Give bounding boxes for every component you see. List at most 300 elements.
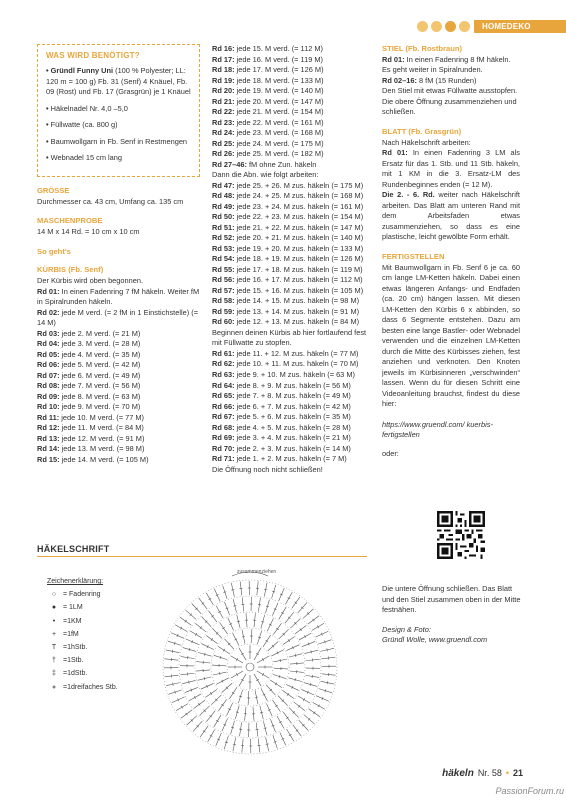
section-dots: [417, 21, 470, 32]
diagram-stitch: [233, 744, 236, 745]
material-text: Füllwatte (ca. 800 g): [50, 120, 118, 130]
row-label: Rd 61:: [212, 348, 235, 358]
round-row: [37, 455, 200, 466]
stem-rd02: [382, 76, 520, 87]
legend-symbol: +: [51, 630, 57, 638]
materials-item: [46, 104, 193, 115]
column-middle: [212, 44, 372, 475]
row-text: jede 24. M verd. (= 175 M): [234, 138, 324, 148]
diagram-stitch: [188, 681, 189, 684]
diagram-stitch: [310, 683, 311, 686]
round-row: [212, 86, 372, 97]
page-number: 21: [512, 768, 523, 778]
diagram-stitch: [231, 590, 234, 591]
round-row: [212, 307, 372, 318]
section-dot: [459, 21, 470, 32]
row-text: jede 3. M verd. (= 28 M): [59, 339, 141, 349]
row-text: jede 23. + 24. M zus. häkeln (= 161 M): [234, 201, 364, 211]
round-row: [212, 444, 372, 455]
chart-legend: [47, 575, 137, 694]
diagram-stitch: [280, 659, 281, 662]
row-label: Rd 21:: [212, 96, 235, 106]
round-row: [212, 76, 372, 87]
row-text: jede 11. + 12. M zus. häkeln (= 77 M): [234, 348, 359, 358]
row-label: Rd 18:: [212, 65, 235, 75]
row-label: Rd 50:: [212, 212, 235, 222]
row-text: jede 22. M verd. (= 161 M): [234, 117, 324, 127]
round-row: [212, 223, 372, 234]
row-label: Rd 08:: [37, 381, 60, 391]
legend-symbol: ○: [51, 591, 57, 599]
legend-text: = 1LM: [63, 604, 83, 612]
material-text: Webnadel 15 cm lang: [50, 153, 123, 163]
credit-text: Gründl Wolle, www.gruendl.com: [382, 635, 488, 645]
diagram-stitch: [232, 692, 235, 694]
legend-item: [47, 588, 137, 601]
pumpkin-rows: [37, 329, 200, 466]
legend-text: =1KM: [63, 617, 82, 625]
diagram-stitch: [210, 692, 212, 694]
diagram-stitch: [219, 672, 220, 675]
magic-ring: [246, 663, 254, 671]
row-text: jede M verd. (= 2 fM in 1 Einstichstelle) (= 14 M): [37, 307, 199, 328]
pumpkin-rd02: [37, 308, 200, 329]
round-row: [212, 402, 372, 413]
materials-item: [46, 153, 193, 164]
row-text: jede 10. M verd. (= 77 M): [59, 412, 145, 422]
diagram-stitch: [189, 648, 190, 651]
row-text: jede 23. M verd. (= 168 M): [234, 128, 324, 138]
legend-item: [47, 628, 137, 641]
row-text: jede 20. M verd. (= 147 M): [234, 96, 324, 106]
size-text: Durchmesser ca. 43 cm, Umfang ca. 135 cm: [37, 196, 184, 206]
column-right: [382, 44, 520, 459]
legend-text: = Fadenring: [63, 591, 101, 599]
round-row: [212, 381, 372, 392]
materials-title: WAS WIRD BENÖTIGT?: [46, 51, 140, 60]
row-label: Rd 11:: [37, 412, 60, 422]
round-row: [212, 296, 372, 307]
or-text: oder:: [382, 448, 399, 458]
round-row: [212, 275, 372, 286]
legend-symbol: ⧧: [52, 683, 56, 691]
stem-text: Den Stiel mit etwas Füllwatte ausstopfen. Die obere Öffnung zusammenziehen und schließen.: [382, 86, 518, 117]
row-text: jede 25. M verd. (= 182 M): [234, 149, 324, 159]
round-row: [212, 149, 372, 160]
row-label: Rd 58:: [212, 296, 235, 306]
round-row: [212, 370, 372, 381]
round-row: [212, 412, 372, 423]
pumpkin-title: KÜRBIS (Fb. Senf): [37, 265, 104, 275]
diagram-stitch: [211, 615, 213, 617]
round-row: [212, 160, 372, 171]
row-label: Rd 06:: [37, 360, 60, 370]
row-label: Rd 04:: [37, 339, 60, 349]
row-text: jede 13. M verd. (= 98 M): [59, 444, 145, 454]
diagram-stitch: [237, 621, 240, 622]
row-text: jede 12. M verd. (= 91 M): [59, 433, 145, 443]
row-text: jede 5. M verd. (= 42 M): [59, 360, 141, 370]
round-row: [212, 118, 372, 129]
leaf-rd02: [382, 190, 520, 243]
diagram-stitch: [204, 677, 205, 680]
bullet-icon: •: [46, 136, 51, 146]
row-label: Rd 26:: [212, 149, 235, 159]
row-label: Rd 47:: [212, 180, 235, 190]
row-label: Rd 03:: [37, 328, 60, 338]
row-text: jede 14. M verd. (= 105 M): [59, 454, 149, 464]
chart-divider: [37, 556, 367, 557]
round-row: [212, 233, 372, 244]
row-text: jede 9. M verd. (= 70 M): [59, 402, 141, 412]
row-label: Rd 22:: [212, 107, 235, 117]
section-label: HOMEDEKO: [474, 20, 566, 33]
row-text: jede 9. + 10. M zus. häkeln (= 63 M): [234, 369, 355, 379]
row-label: Rd 62:: [212, 359, 235, 369]
rows-increase: [212, 44, 372, 170]
legend-items: [47, 588, 137, 694]
row-label: Rd 01:: [382, 54, 405, 64]
legend-symbol: ‡: [52, 670, 56, 678]
watermark: PassionForum.ru: [495, 786, 564, 797]
row-label: Rd 57:: [212, 285, 235, 295]
round-row: [212, 423, 372, 434]
legend-text: =1fM: [63, 630, 79, 638]
row-label: Rd 71:: [212, 454, 235, 464]
row-label: Rd 51:: [212, 222, 235, 232]
round-row: [37, 413, 200, 424]
material-name: Gründl Funny Uni: [50, 66, 114, 76]
materials-list: [46, 66, 193, 164]
diagram-stitch: [264, 589, 267, 590]
diagram-stitch: [288, 639, 290, 641]
diagram-stitch: [202, 603, 204, 605]
row-text: jede 4. + 5. M zus. häkeln (= 28 M): [234, 422, 351, 432]
diagram-stitch: [233, 605, 236, 606]
row-text: jede 19. + 20. M zus. häkeln (= 133 M): [234, 243, 364, 253]
row-text: 8 fM (15 Runden): [416, 75, 477, 85]
page-number-block: [442, 767, 523, 781]
row-label: Rd 52:: [212, 233, 235, 243]
row-text: jede 21. + 22. M zus. häkeln (= 147 M): [234, 222, 364, 232]
row-text: weiter nach Häkelschrift arbeiten. Das Blatt am unteren Rand mit dem Arbeitsfaden etwas zusammenziehen, so dass es eine plastische, leicht gewölbte Form erhält.: [382, 190, 520, 242]
diagram-stitch: [203, 730, 205, 732]
row-text: jede 8. + 9. M zus. häkeln (= 56 M): [234, 380, 351, 390]
row-text: jede 15. + 16. M zus. häkeln (= 105 M): [234, 285, 364, 295]
round-row: [212, 286, 372, 297]
row-text: jede 8. M verd. (= 63 M): [59, 391, 141, 401]
round-row: [212, 433, 372, 444]
rows-decrease: [212, 181, 372, 328]
row-text: jede 4. M verd. (= 35 M): [59, 349, 141, 359]
legend-item: [47, 615, 137, 628]
row-label: Rd 02:: [37, 307, 60, 317]
row-label: Rd 01:: [382, 148, 408, 158]
row-text: jede 22. + 23. M zus. häkeln (= 154 M): [234, 212, 364, 222]
diagram-stitch: [198, 703, 200, 705]
materials-item: [46, 120, 193, 131]
diagram-stitch: [295, 678, 296, 681]
leaf-intro: Nach Häkelschrift arbeiten:: [382, 137, 471, 147]
diagram-stitch: [276, 628, 278, 630]
row-text: jede 17. M verd. (= 126 M): [234, 65, 324, 75]
row-label: Rd 67:: [212, 412, 235, 422]
round-row: [212, 139, 372, 150]
footer-note: [382, 584, 522, 646]
round-row: [212, 181, 372, 192]
column-left: [37, 44, 200, 465]
row-label: Rd 10:: [37, 402, 60, 412]
row-text: jede 11. M verd. (= 84 M): [59, 423, 144, 433]
round-row: [212, 317, 372, 328]
end-text: Die Öffnung noch nicht schließen!: [212, 464, 323, 474]
diagram-stitch: [275, 705, 277, 707]
round-row: [212, 55, 372, 66]
bullet-icon: •: [46, 120, 51, 130]
round-row: [212, 254, 372, 265]
row-text: jede 1. + 2. M zus. häkeln (= 7 M): [234, 454, 347, 464]
legend-text: =1dStb.: [63, 670, 88, 678]
diagram-stitch: [295, 602, 297, 604]
row-label: Rd 65:: [212, 391, 235, 401]
row-label: Rd 12:: [37, 423, 60, 433]
diagram-stitch: [266, 640, 269, 642]
legend-item: [47, 681, 137, 694]
row-label: Rd 16:: [212, 44, 235, 53]
row-text: jede 7. + 8. M zus. häkeln (= 49 M): [234, 391, 351, 401]
legend-text: =1Stb.: [63, 657, 84, 665]
round-row: [212, 212, 372, 223]
row-text: jede 6. + 7. M zus. häkeln (= 42 M): [234, 401, 351, 411]
round-row: [212, 391, 372, 402]
round-row: [212, 349, 372, 360]
row-text: jede 19. M verd. (= 140 M): [234, 86, 324, 96]
row-text: jede 21. M verd. (= 154 M): [234, 107, 324, 117]
pumpkin-rd01: [37, 287, 200, 308]
row-label: Rd 60:: [212, 317, 235, 327]
diagram-stitch: [221, 704, 223, 706]
legend-item: [47, 641, 137, 654]
row-text: jede 2. M verd. (= 21 M): [59, 328, 141, 338]
round-outline: [211, 628, 289, 706]
round-row: [37, 434, 200, 445]
row-label: Rd 23:: [212, 117, 235, 127]
row-label: Rd 05:: [37, 349, 60, 359]
row-label: Rd 24:: [212, 128, 235, 138]
row-text: jede 10. + 11. M zus. häkeln (= 70 M): [234, 359, 359, 369]
bullet-icon: •: [46, 153, 51, 163]
legend-item: [47, 601, 137, 614]
row-text: jede 20. + 21. M zus. häkeln (= 140 M): [234, 233, 364, 243]
diagram-stitch: [311, 650, 312, 653]
section-dot: [445, 21, 456, 32]
legend-title: Zeichenerklärung:: [47, 578, 104, 585]
row-label: Rd 70:: [212, 443, 235, 453]
row-label: Rd 59:: [212, 306, 235, 316]
diagram-stitch: [313, 712, 315, 714]
stem-rd01: [382, 55, 520, 76]
row-label: Rd 01:: [37, 286, 60, 296]
diagram-stitch: [172, 650, 173, 653]
row-label: Rd 14:: [37, 444, 60, 454]
size-title: GRÖSSE: [37, 185, 70, 195]
round-row: [37, 402, 200, 413]
bullet-icon: •: [46, 66, 51, 76]
row-label: Rd 56:: [212, 275, 235, 285]
round-row: [212, 359, 372, 370]
row-label: Rd 63:: [212, 369, 235, 379]
round-row: [37, 350, 200, 361]
magazine-brand: häkeln: [442, 768, 474, 779]
diagram-stitch: [327, 648, 328, 651]
row-text: In einen Fadenring 3 LM als Ersatz für das 1. Stb. und 11 Stb. häkeln, mit 1 KM in die 3. Ersatz-LM des Rundenbeginnes enden (= 12 M).: [382, 148, 521, 189]
fill-text: Beginnen deinen Kürbis ab hier fortlaufend fest mit Füllwatte zu stopfen.: [212, 327, 367, 348]
diagram-stitch: [261, 621, 264, 622]
round-row: [212, 244, 372, 255]
video-link[interactable]: https://www.gruendl.com/ kuerbis-fertigstellen: [382, 419, 493, 440]
pumpkin-intro: Der Kürbis wird oben begonnen.: [37, 276, 143, 286]
row-label: Rd 13:: [37, 433, 60, 443]
diagram-stitch: [275, 683, 277, 686]
round-row: [37, 371, 200, 382]
diagram-stitch: [313, 619, 315, 621]
section-header: [417, 20, 566, 33]
leaf-crochet-diagram: [140, 562, 370, 762]
row-text: jede 13. + 14. M zus. häkeln (= 91 M): [234, 306, 360, 316]
diagram-stitch: [186, 713, 188, 715]
round-row: [212, 265, 372, 276]
diagram-stitch: [286, 717, 288, 719]
footer-text: Die untere Öffnung schließen. Das Blatt und den Stiel zusammen oben in der Mitte festnähen.: [382, 584, 521, 615]
round-outline: [179, 596, 321, 738]
row-label: Rd 54:: [212, 254, 235, 264]
credit-label: Design & Foto:: [382, 624, 431, 634]
legend-text: =1dreifaches Stb.: [63, 683, 118, 691]
diagram-stitch: [266, 606, 269, 607]
round-row: [37, 381, 200, 392]
row-text: jede 6. M verd. (= 49 M): [59, 370, 141, 380]
diagram-stitch: [222, 627, 224, 629]
materials-item: [46, 66, 193, 98]
stem-title: STIEL (Fb. Rostbraun): [382, 44, 463, 53]
row-text: jede 15. M verd. (= 112 M): [234, 44, 323, 53]
round-row: [212, 191, 372, 202]
round-row: [37, 392, 200, 403]
diagram-stitch: [185, 620, 187, 622]
materials-item: [46, 137, 193, 148]
row-text: jede 3. + 4. M zus. häkeln (= 21 M): [234, 433, 351, 443]
section-dot: [431, 21, 442, 32]
round-row: [37, 360, 200, 371]
material-text: Baumwollgarn in Fb. Senf in Restmengen: [50, 136, 188, 146]
diagram-stitch: [296, 730, 298, 732]
diagram-stitch: [211, 638, 213, 640]
round-row: [212, 97, 372, 108]
diagram-stitch: [255, 697, 258, 698]
legend-text: =1hStb.: [63, 644, 88, 652]
row-text: jede 14. + 15. M zus. häkeln (= 98 M): [234, 296, 360, 306]
row-text: jede 16. + 17. M zus. häkeln (= 112 M): [234, 275, 363, 285]
row-text: jede 7. M verd. (= 56 M): [59, 381, 141, 391]
row-label: Rd 66:: [212, 401, 235, 411]
round-row: [37, 423, 200, 434]
qr-code[interactable]: [437, 511, 485, 559]
gauge-text: 14 M x 14 Rd. = 10 cm x 10 cm: [37, 227, 140, 237]
legend-symbol: •: [52, 617, 56, 625]
row-label: Die 2. - 6. Rd.: [382, 190, 435, 200]
round-row: [212, 128, 372, 139]
lets-go-title: So geht's: [37, 246, 71, 256]
row-label: Rd 49:: [212, 201, 235, 211]
row-text: jede 16. M verd. (= 119 M): [234, 54, 323, 64]
diagram-stitch: [300, 628, 302, 630]
row-label: Rd 25:: [212, 138, 235, 148]
row-label: Rd 64:: [212, 380, 235, 390]
row-text: jede 12. + 13. M zus. häkeln (= 84 M): [234, 317, 360, 327]
legend-symbol: T: [51, 644, 57, 652]
round-row: [212, 65, 372, 76]
row-text: jede 18. + 19. M zus. häkeln (= 126 M): [234, 254, 364, 264]
diagram-stitch: [173, 683, 174, 686]
materials-box: [37, 44, 200, 177]
legend-symbol: †: [52, 657, 56, 665]
rows-decrease-final: [212, 349, 372, 465]
round-outline: [195, 612, 305, 722]
diagram-stitch: [287, 693, 289, 695]
legend-item: [47, 654, 137, 667]
row-label: Rd 68:: [212, 422, 235, 432]
row-label: Rd 17:: [212, 54, 235, 64]
diagram-stitch: [266, 744, 269, 745]
chart-title: HÄKELSCHRIFT: [37, 544, 110, 554]
leaf-title: BLATT (Fb. Grasgrün): [382, 126, 462, 136]
row-label: Rd 27–46:: [212, 159, 247, 169]
diagram-stitch: [242, 636, 245, 637]
diagram-stitch: [231, 727, 234, 728]
row-label: Rd 55:: [212, 264, 235, 274]
row-label: Rd 69:: [212, 433, 235, 443]
row-text: jede 25. + 26. M zus. häkeln (= 175 M): [234, 180, 364, 190]
row-text: jede 5. + 6. M zus. häkeln (= 35 M): [234, 412, 351, 422]
leaf-rd01: [382, 148, 520, 190]
section-dot: [417, 21, 428, 32]
row-label: Rd 53:: [212, 243, 235, 253]
row-text: In einen Fadenring 8 fM häkeln. Es geht weiter in Spiralrunden.: [382, 54, 511, 75]
round-outline: [163, 580, 337, 754]
diagram-stitch: [295, 654, 296, 657]
finish-text: Mit Baumwollgarn in Fb. Senf 6 je ca. 60 cm lange LM-Ketten häkeln. Dabei einen etwas längeren Anfangs- und Endfaden (ca. 20 cm) hängen lassen. Mit diesen LM-Ketten den Kürbis 6 x abbinden, so dass 6 Segmente entstehen. Dazu am besten eine lange Bastler- oder Webnadel verwenden und die einzelnen LM-Ketten durch die Mitte des Kürbisses ziehen, fest anziehen und verknoten. Den Knoten jeweils im Kürbisinneren „verschwinden“ lassen. Wenn du für diesen Schritt eine Videoanleitung brauchst, findest du diese hier:: [382, 262, 520, 409]
page-separator: •: [505, 768, 509, 778]
row-text: jede 18. M verd. (= 133 M): [234, 75, 324, 85]
row-text: In einen Fadenring 7 fM häkeln. Weiter fM in Spiralrunden häkeln.: [37, 286, 200, 307]
bullet-icon: •: [46, 103, 51, 113]
row-text: fM ohne Zun. häkeln: [246, 159, 317, 169]
finish-title: FERTIGSTELLEN: [382, 251, 445, 261]
diagram-stitch: [260, 712, 263, 713]
issue-number: Nr. 58: [477, 768, 502, 778]
round-row: [37, 339, 200, 350]
legend-symbol: ●: [51, 604, 57, 612]
legend-item: [47, 667, 137, 680]
round-row: [37, 329, 200, 340]
round-row: [212, 107, 372, 118]
material-text: Häkelnadel Nr. 4,0 –5,0: [50, 103, 128, 113]
diagram-stitch: [236, 712, 239, 713]
diagram-stitch: [327, 681, 328, 684]
row-label: Rd 02–16:: [382, 75, 417, 85]
diagram-stitch: [204, 653, 205, 656]
row-text: jede 2. + 3. M zus. häkeln (= 14 M): [234, 443, 351, 453]
